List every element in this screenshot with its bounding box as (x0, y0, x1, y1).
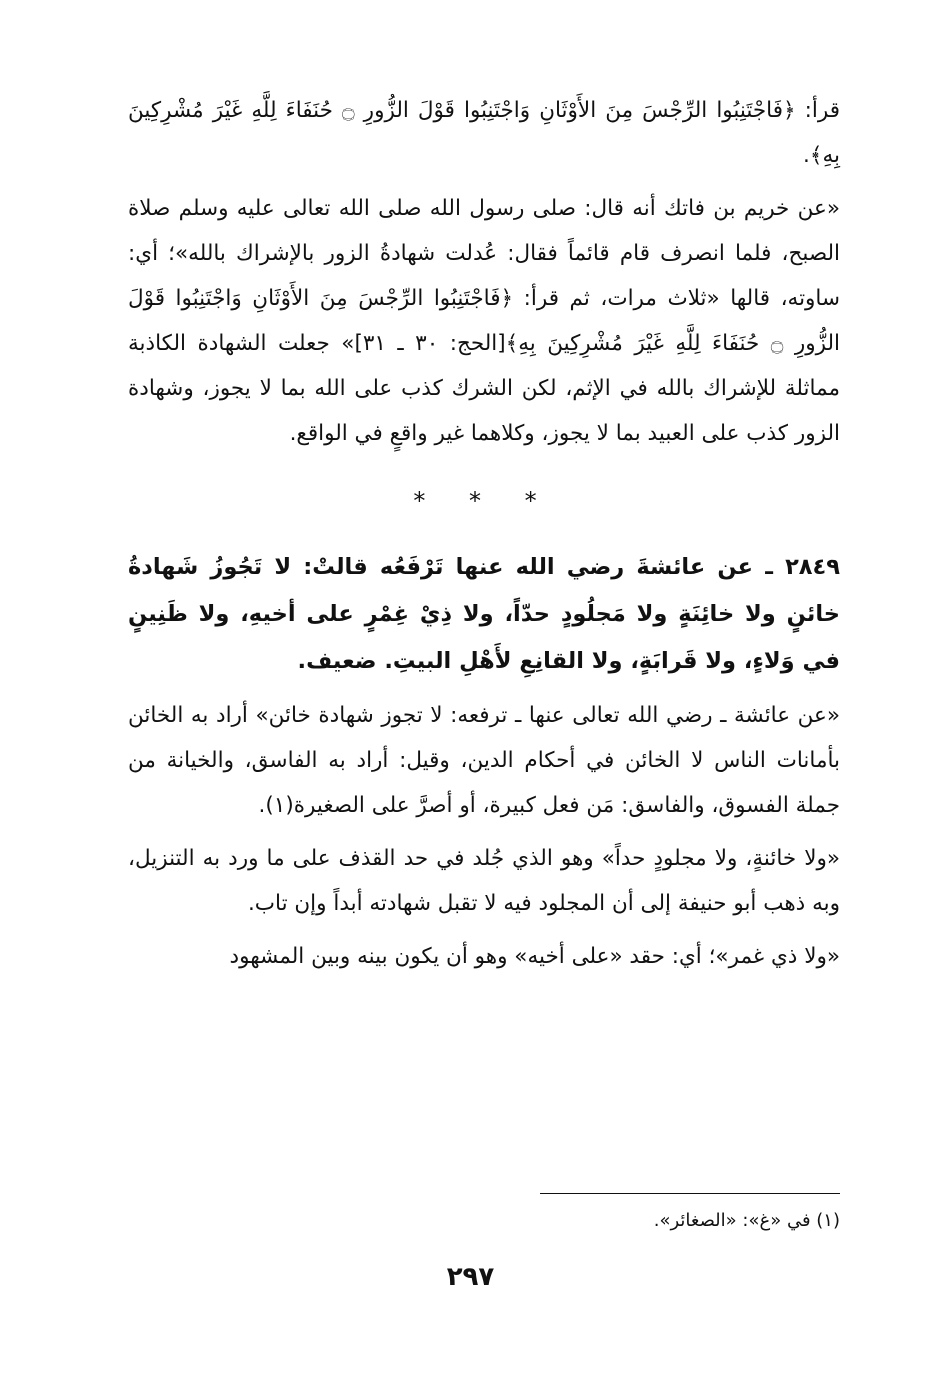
footnote: (١) في «غ»: «الصغائر». (653, 1210, 840, 1231)
paragraph-commentary-majlud: «ولا خائنةٍ، ولا مجلودٍ حداً» وهو الذي جُلد في حد القذف على ما ورد به التنزيل، وبه ذهب أبو حنيفة إلى أن المجلود فيه لا تقبل شهادته أبداً وإن تاب. (128, 846, 840, 916)
paragraph-commentary-khuraym: «عن خريم بن فاتك أنه قال: صلى رسول الله صلى الله تعالى عليه وسلم صلاة الصبح، فلما انصرف قام قائماً فقال: عُدلت شهادةُ الزور بالإشراك بالله»؛ أي: ساوته، قالها «ثلاث مرات، ثم قرأ: ﴿فَاجْتَنِبُوا الرِّجْسَ مِنَ الأَوْثَانِ وَاجْتَنِبُوا قَوْلَ الزُّورِ ۝ حُنَفَاءَ لِلَّهِ غَيْرَ مُشْرِكِينَ بِهِ﴾[الحج: ٣٠ ـ ٣١]» جعلت الشهادة الكاذبة مماثلة للإشراك بالله في الإثم، لكن الشرك كذب على الله بما لا يجوز، وشهادة الزور كذب على العبيد بما لا يجوز، وكلاهما غير واقعٍ في الواقع. (128, 196, 840, 446)
footnote-divider (540, 1193, 840, 1194)
paragraph-quran-recitation: قرأ: ﴿فَاجْتَنِبُوا الرِّجْسَ مِنَ الأَوْثَانِ وَاجْتَنِبُوا قَوْلَ الزُّورِ ۝ حُنَفَاءَ لِلَّهِ غَيْرَ مُشْرِكِينَ بِهِ﴾. (128, 98, 840, 168)
hadith-text: ٢٨٤٩ ـ عن عائشةَ رضي الله عنها تَرْفَعُه قالتْ: لا تَجُوزُ شَهادةُ خائنٍ ولا خائِنَةٍ ولا مَجلُودٍ حدّاً، ولا ذِيْ غِمْرٍ على أخيهِ، ولا ظَنِينٍ في وَلاءٍ، ولا قَرابَةٍ، ولا القانِعِ لأَهْلِ البيتِ. ضعيف. (128, 554, 840, 674)
page-number: ٢٩٧ (446, 1262, 495, 1292)
paragraph-commentary-aisha: «عن عائشة ـ رضي الله تعالى عنها ـ ترفعه: لا تجوز شهادة خائن» أراد به الخائن بأمانات الناس لا الخائن في أحكام الدين، وقيل: أراد به الفاسق، والخيانة من جملة الفسوق، والفاسق: مَن فعل كبيرة، أو أصرَّ على الصغيرة(١). (128, 703, 840, 818)
section-separator: * * * (413, 487, 555, 515)
paragraph-commentary-ghimr: «ولا ذي غمر»؛ أي: حقد «على أخيه» وهو أن يكون بينه وبين المشهود (229, 944, 840, 969)
page-body (128, 88, 840, 979)
